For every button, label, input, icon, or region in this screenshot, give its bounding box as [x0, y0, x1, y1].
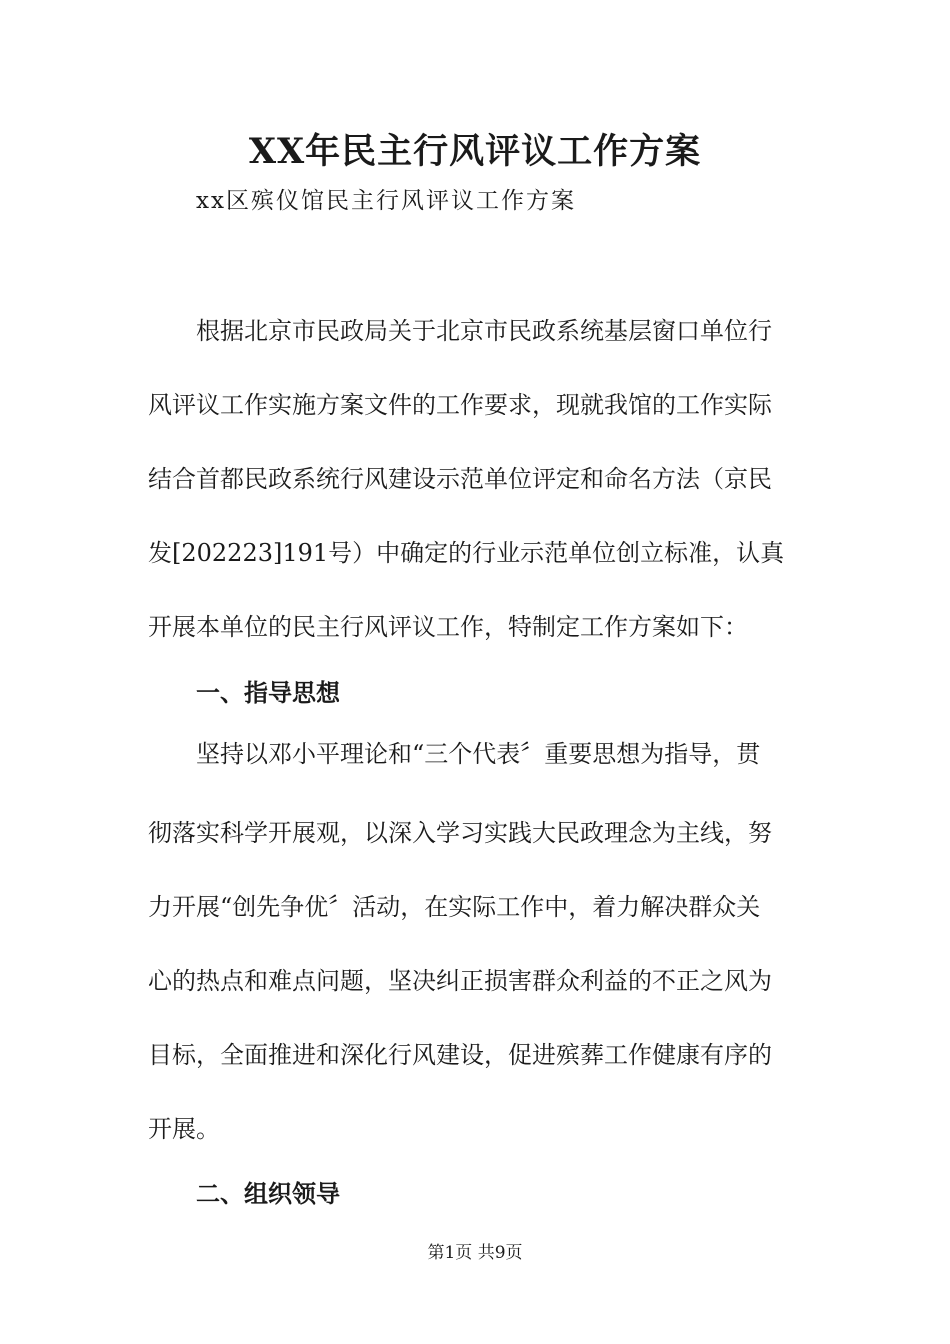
intro-line-5: 开展本单位的民主行风评议工作，特制定工作方案如下：	[148, 613, 748, 641]
section1-line-1: 坚持以邓小平理论和“三个代表〞重要思想为指导，贯	[196, 740, 761, 768]
section1-line-3: 力开展“创先争优〞活动，在实际工作中，着力解决群众关	[148, 893, 761, 921]
intro-line-2: 风评议工作实施方案文件的工作要求，现就我馆的工作实际	[148, 391, 772, 419]
intro-line-3: 结合首都民政系统行风建设示范单位评定和命名方法（京民	[148, 465, 772, 493]
section-heading-guiding-ideology: 一、指导思想	[196, 679, 340, 707]
intro-line-1: 根据北京市民政局关于北京市民政系统基层窗口单位行	[196, 317, 772, 345]
page-footer: 第1页 共9页	[427, 1243, 523, 1263]
section1-line-4: 心的热点和难点问题，坚决纠正损害群众利益的不正之风为	[148, 967, 772, 995]
intro-line-4: 发[202223]191号）中确定的行业示范单位创立标准，认真	[148, 539, 785, 567]
document-subtitle: xx区殡仪馆民主行风评议工作方案	[196, 188, 576, 214]
section1-line-5: 目标，全面推进和深化行风建设，促进殡葬工作健康有序的	[148, 1041, 772, 1069]
section1-line-2: 彻落实科学开展观，以深入学习实践大民政理念为主线，努	[148, 819, 772, 847]
section-heading-organization-leadership: 二、组织领导	[196, 1180, 340, 1208]
document-title: XX年民主行风评议工作方案	[248, 131, 702, 172]
section1-line-6: 开展。	[148, 1115, 220, 1143]
